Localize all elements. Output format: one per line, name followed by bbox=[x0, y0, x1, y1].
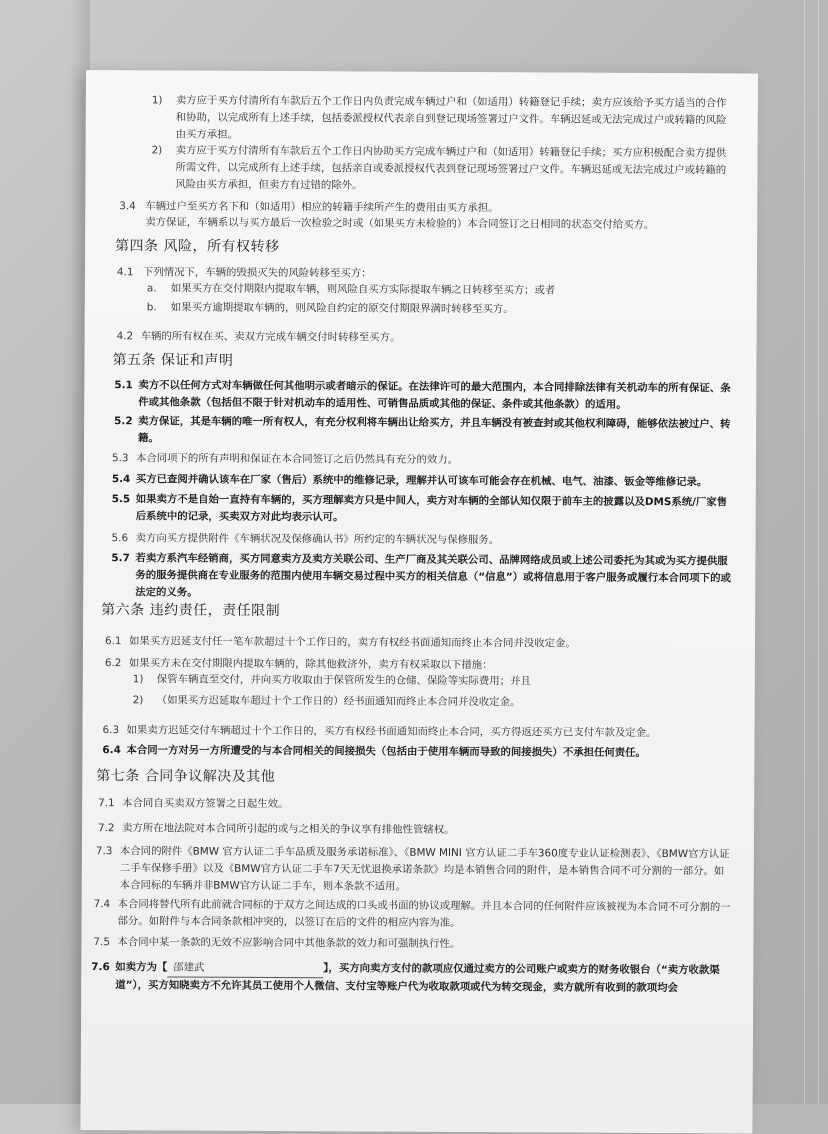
clause-number: 5.3 bbox=[111, 452, 129, 465]
clause-text: （如果买方迟延取车超过十个工作日的）经书面通知而终止本合同并没收定金。 bbox=[156, 694, 521, 709]
clause-text: 如果买方未在交付期限内提取车辆的，除其他救济外，卖方有权采取以下措施： bbox=[128, 657, 493, 672]
section-heading: 第七条 合同争议解决及其他 bbox=[96, 768, 276, 786]
clause-number: 5.1 bbox=[114, 379, 133, 392]
clause-text: 本合同项下的所有声明和保证在本合同签订之后仍然具有充分的效力。 bbox=[135, 452, 459, 466]
clause-text: 卖方保证，车辆系以与买方最后一次检验之时或（如果买方未检验的）本合同签订之日相同的状态交付给买方。 bbox=[145, 216, 655, 231]
clause-number: 1) bbox=[151, 94, 163, 107]
clause-number: 7.1 bbox=[98, 797, 115, 810]
clause-text: 卖方所在地法院对本合同所引起的或与之相关的争议享有排他性管辖权。 bbox=[121, 822, 455, 836]
clause-number: 2) bbox=[151, 144, 163, 157]
clause-text: 如果买方在交付期限内提取车辆，则风险自买方实际提取车辆之日转移至买方；或者 bbox=[170, 282, 556, 297]
clause-number: 7.4 bbox=[93, 898, 111, 911]
clause-number: 5.5 bbox=[111, 493, 131, 506]
clause-number: 5.6 bbox=[111, 532, 129, 545]
clause-text: 本合同将替代所有此前就合同标的于双方之间达成的口头或书面的协议或理解。并且本合同的任何附件应该被视为本合同不可分割的一部分。如附件与本合同条款相冲突的，以签订在后的文件的相应内容为准。 bbox=[117, 898, 731, 929]
clause-text: 若卖方系汽车经销商，买方同意卖方及卖方关联公司、生产厂商及其关联公司、品牌网络成员或上述公司委托为其或为买方提供服务的服务提供商在专业服务的范围内使用车辆交易过程中买方的相关信息（“信息”）或将信息用于客户服务或履行本合同项下的或法定的义务。 bbox=[135, 552, 731, 599]
clause-text: 本合同自买卖双方签署之日起生效。 bbox=[122, 797, 289, 811]
clause-text: 本合同中某一条款的无效不应影响合同中其他条款的效力和可强制执行性。 bbox=[117, 936, 461, 950]
clause-number: 4.1 bbox=[116, 266, 134, 279]
clause-text: 保管车辆直至交付，并向买方收取由于保管所发生的仓储、保险等实际费用；并且 bbox=[156, 673, 531, 688]
clause-text: 卖方向买方提供附件《车辆状况及保修确认书》所约定的车辆状况与保修服务。 bbox=[135, 532, 500, 547]
section-heading: 第六条 违约责任，责任限制 bbox=[101, 602, 281, 620]
clause-number: 4.2 bbox=[116, 330, 134, 343]
clause-number: 5.7 bbox=[111, 552, 130, 565]
clause-number: 3.4 bbox=[119, 200, 136, 213]
clause-text: 下列情况下，车辆的毁损灭失的风险转移至买方： bbox=[142, 266, 372, 280]
clause-prefix: 如卖方为【 bbox=[115, 961, 168, 974]
clause-number: 7.3 bbox=[95, 845, 113, 858]
clause-body: 】，买方向卖方支付的款项应仅通过卖方的公司账户或卖方的财务收银台（“卖方收款渠道”），买方知晓卖方不允许其员工使用个人微信、支付宝等账户代为收取款项或代为转交现金，卖方就所有收到的款项均会 bbox=[115, 962, 720, 995]
clause-text: 如果买方逾期提取车辆的，则风险自约定的原交付期限界满时转移至买方。 bbox=[170, 301, 514, 316]
clause-number: 5.4 bbox=[111, 473, 131, 486]
clause-number: a. bbox=[146, 282, 157, 295]
clause-number: 7.5 bbox=[93, 936, 110, 949]
clause-number: 6.3 bbox=[102, 724, 120, 737]
clause-text: 卖方应于买方付清所有车款后五个工作日内协助买方完成车辆过户和（如适用）转籍登记手续；买方应积极配合卖方提供所需文件，以完成所有上述手续，包括亲自或委派授权代表到登记现场签署过户文件。车辆迟延或无法完成过户或转籍的风险由买方承担，但卖方有过错的除外。 bbox=[175, 144, 727, 192]
clause-text: 卖方应于买方付清所有车款后五个工作日内负责完成车辆过户和（如适用）转籍登记手续；卖方应该给予买方适当的合作和协助，以完成所有上述手续，包括委派授权代表亲自到登记现场签署过户文件。车辆迟延或无法完成过户或转籍的风险由买方承担。 bbox=[175, 94, 727, 141]
clause-text: 车辆过户至买方名下和（如适用）相应的转籍手续所产生的费用由买方承担。 bbox=[145, 200, 499, 215]
clause-text: 卖方保证，其是车辆的唯一所有权人，有充分权利将车辆出让给买方，并且车辆没有被查封或其他权利障碍，能够依法被过户、转籍。 bbox=[138, 415, 731, 445]
section-heading: 第四条 风险，所有权转移 bbox=[115, 238, 280, 256]
clause-text: 车辆的所有权在买、卖双方完成车辆交付时转移至买方。 bbox=[140, 330, 401, 344]
clause-text: 本合同一方对另一方所遭受的与本合同相关的间接损失（包括由于使用车辆而导致的间接损失）不承担任何责任。 bbox=[126, 744, 646, 759]
clause-text: 买方已查阅并确认该车在厂家（售后）系统中的维修记录，理解并认可该车可能会存在机械、电气、油漆、钣金等维修记录。 bbox=[135, 473, 708, 489]
clause-number: 6.4 bbox=[102, 744, 121, 757]
clause-number: 2) bbox=[132, 694, 144, 707]
section-heading: 第五条 保证和声明 bbox=[112, 352, 234, 369]
clause-text: 卖方不以任何方式对车辆做任何其他明示或者暗示的保证。在法律许可的最大范围内，本合同排除法律有关机动车的所有保证、条件或其他条款（包括但不限于针对机动车的适用性、可销售品质或其他的保证、条件或其他条款）的适用。 bbox=[138, 379, 731, 411]
clause-text: 如果卖方迟延交付车辆超过十个工作日的，买方有权经书面通知而终止本合同，买方得返还买方已支付车款及定金。 bbox=[126, 724, 657, 739]
clause-number: 7.6 bbox=[91, 961, 110, 974]
clause-text bbox=[115, 959, 733, 997]
contract-page bbox=[80, 70, 758, 1134]
clause-number: 1) bbox=[132, 673, 144, 686]
clause-number: 7.2 bbox=[97, 822, 115, 835]
seller-name-field: 邵建武 bbox=[167, 959, 323, 978]
clause-number: b. bbox=[146, 301, 157, 314]
clause-number: 5.2 bbox=[114, 415, 133, 428]
clause-text: 如果卖方不是自始一直持有车辆的，买方理解卖方只是中间人，卖方对车辆的全部认知仅限于前车主的披露以及DMS系统/厂家售后系统中的记录，买卖双方对此均表示认可。 bbox=[135, 493, 728, 524]
clause-text: 本合同的附件《BMW 官方认证二手车品质及服务承诺标准》、《BMW MINI 官方认证二手车360度专业认证检测表》、《BMW官方认证二手车保修手册》以及《BMW官方认证二手车7天无忧退换承诺条款》均是本销售合同的附件，是本销售合同不可分割的一部分。如本合同标的车辆并非BMW官方认证二手车，则本条款不适用。 bbox=[119, 845, 730, 893]
contract-content bbox=[86, 70, 758, 995]
clause-number: 6.1 bbox=[104, 635, 122, 648]
clause-number: 6.2 bbox=[104, 657, 122, 670]
clause-text: 如果买方迟延支付任一笔车款超过十个工作日的，卖方有权经书面通知而终止本合同并没收定金。 bbox=[128, 635, 576, 650]
